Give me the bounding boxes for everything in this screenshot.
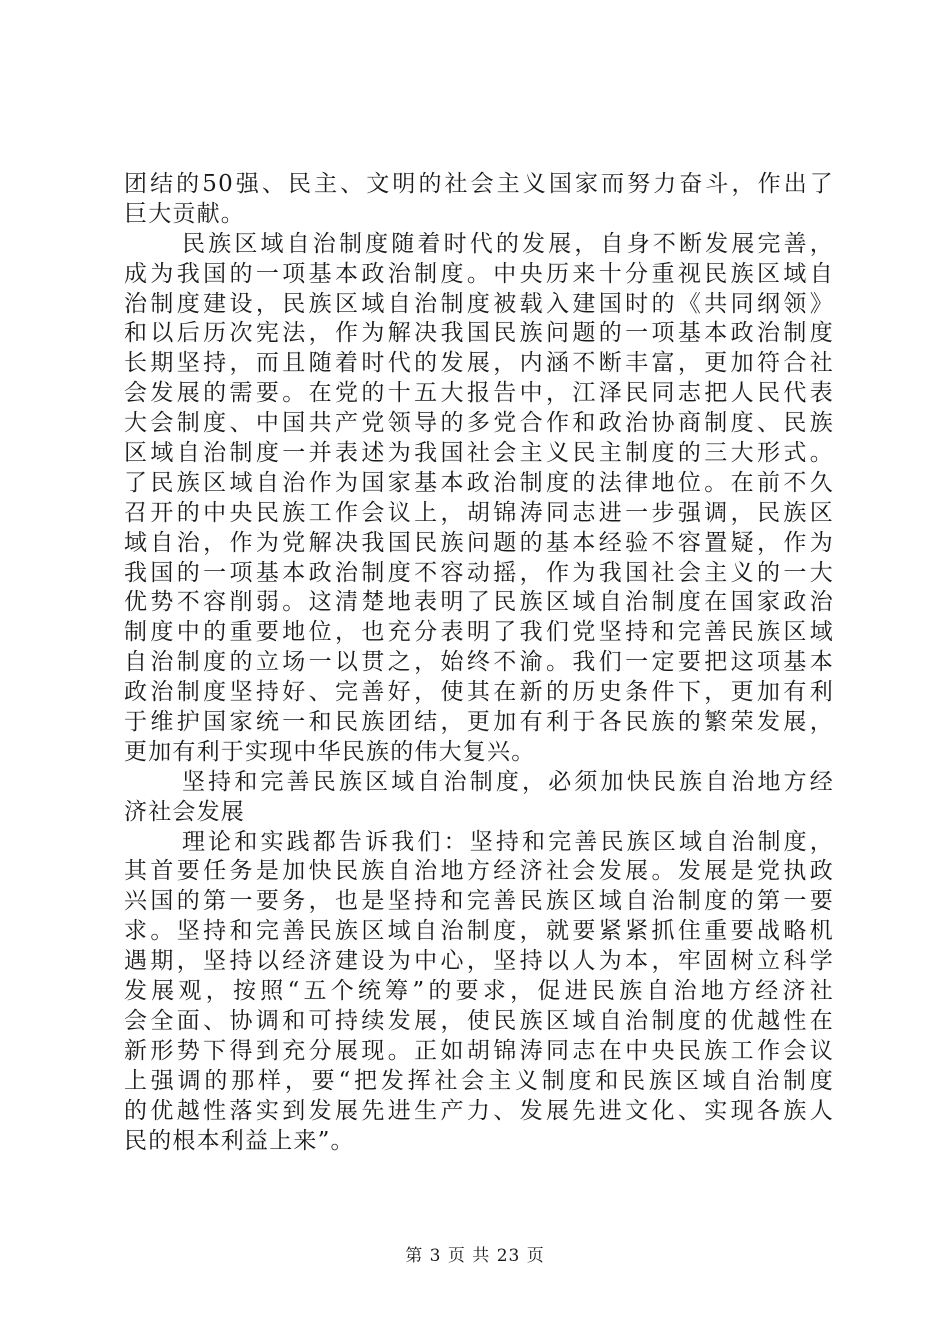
text-line: 政治制度坚持好、完善好，使其在新的历史条件下，更加有利	[124, 679, 834, 706]
text-line: 更加有利于实现中华民族的伟大复兴。	[124, 738, 536, 765]
text-line: 其首要任务是加快民族自治地方经济社会发展。发展是党执政	[124, 858, 834, 885]
text-line: 了民族区域自治作为国家基本政治制度的法律地位。在前不久	[124, 469, 834, 496]
text-line: 民族区域自治制度随着时代的发展，自身不断发展完善，	[182, 230, 834, 257]
text-line: 成为我国的一项基本政治制度。中央历来十分重视民族区域自	[124, 260, 834, 287]
page-footer: 第 3 页 共 23 页	[405, 1246, 545, 1266]
text-line: 自治制度的立场一以贯之，始终不渝。我们一定要把这项基本	[124, 649, 834, 676]
text-line: 发展观，按照“五个统筹”的要求，促进民族自治地方经济社	[124, 978, 834, 1005]
text-line: 理论和实践都告诉我们：坚持和完善民族区域自治制度，	[182, 828, 834, 855]
text-line: 坚持和完善民族区域自治制度，必须加快民族自治地方经	[182, 768, 834, 795]
text-line: 新形势下得到充分展现。正如胡锦涛同志在中央民族工作会议	[124, 1037, 834, 1064]
text-line: 和以后历次宪法，作为解决我国民族问题的一项基本政治制度	[124, 320, 834, 347]
text-line: 上强调的那样，要“把发挥社会主义制度和民族区域自治制度	[124, 1067, 834, 1094]
body-text	[124, 170, 834, 1156]
text-line: 巨大贡献。	[124, 200, 245, 227]
text-line: 遇期，坚持以经济建设为中心，坚持以人为本，牢固树立科学	[124, 948, 834, 975]
text-line: 我国的一项基本政治制度不容动摇，作为我国社会主义的一大	[124, 559, 834, 586]
text-line: 治制度建设，民族区域自治制度被载入建国时的《共同纲领》	[124, 290, 834, 317]
text-line: 求。坚持和完善民族区域自治制度，就要紧紧抓住重要战略机	[124, 918, 834, 945]
text-line: 济社会发展	[124, 798, 245, 825]
text-line: 兴国的第一要务，也是坚持和完善民族区域自治制度的第一要	[124, 888, 834, 915]
text-line: 会发展的需要。在党的十五大报告中，江泽民同志把人民代表	[124, 380, 834, 407]
text-line: 召开的中央民族工作会议上，胡锦涛同志进一步强调，民族区	[124, 499, 834, 526]
text-line: 制度中的重要地位，也充分表明了我们党坚持和完善民族区域	[124, 619, 834, 646]
text-line: 优势不容削弱。这清楚地表明了民族区域自治制度在国家政治	[124, 589, 834, 616]
text-line: 长期坚持，而且随着时代的发展，内涵不断丰富，更加符合社	[124, 350, 834, 377]
text-line: 会全面、协调和可持续发展，使民族区域自治制度的优越性在	[124, 1007, 834, 1034]
text-line: 区域自治制度一并表述为我国社会主义民主制度的三大形式。	[124, 440, 834, 467]
text-line: 民的根本利益上来”。	[124, 1127, 355, 1154]
text-line: 的优越性落实到发展先进生产力、发展先进文化、实现各族人	[124, 1097, 834, 1124]
text-line: 大会制度、中国共产党领导的多党合作和政治协商制度、民族	[124, 410, 834, 437]
text-line: 于维护国家统一和民族团结，更加有利于各民族的繁荣发展，	[124, 709, 834, 736]
text-line: 团结的50强、民主、文明的社会主义国家而努力奋斗，作出了	[124, 171, 834, 197]
text-line: 域自治，作为党解决我国民族问题的基本经验不容置疑，作为	[124, 529, 834, 556]
